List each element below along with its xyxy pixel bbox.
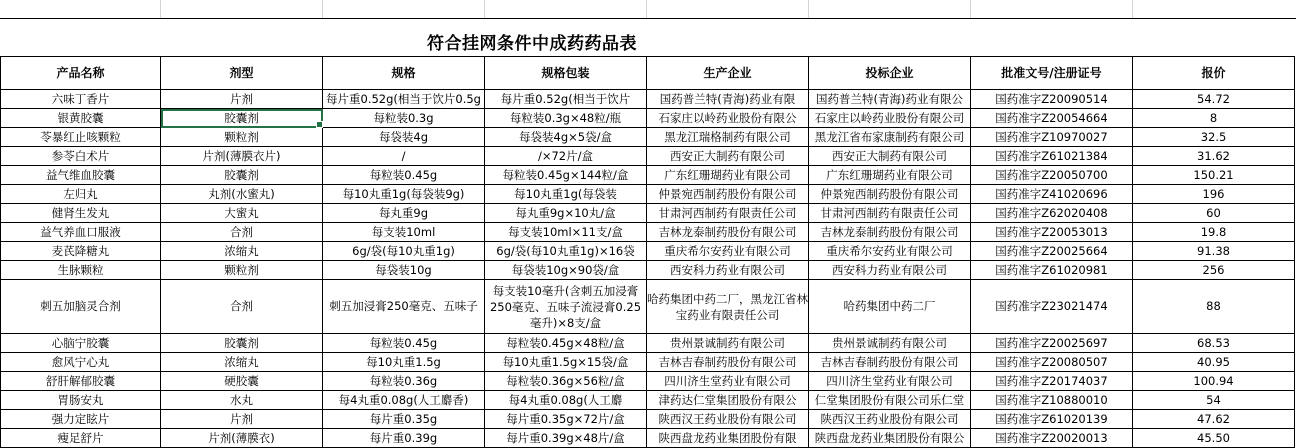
fill-handle[interactable]	[316, 121, 323, 128]
table-row	[1, 334, 1295, 353]
table-row	[1, 242, 1295, 261]
price-cell[interactable]: 19.8	[1133, 223, 1295, 242]
product-name-cell[interactable]: 健肾生发丸	[1, 204, 161, 223]
price-cell[interactable]: 91.38	[1133, 242, 1295, 261]
price-cell[interactable]: 68.53	[1133, 334, 1295, 353]
bidder-cell[interactable]: 石家庄以岭药业股份有限公司	[809, 109, 971, 128]
table-row	[1, 372, 1295, 391]
table-row	[1, 429, 1295, 448]
package-cell[interactable]: 每片重0.52g(相当于饮片	[485, 90, 647, 109]
bidder-cell[interactable]: 四川济生堂药业有限公司	[809, 372, 971, 391]
table-row	[1, 90, 1295, 109]
manufacturer-cell[interactable]: 陕西汉王药业股份有限公司	[647, 410, 809, 429]
approval-number-cell[interactable]: 国药准字Z20053013	[971, 223, 1133, 242]
header-cell[interactable]: 规格	[323, 57, 485, 90]
bidder-cell[interactable]: 重庆希尔安药业有限公司	[809, 242, 971, 261]
package-cell[interactable]: 每粒装0.45g×144粒/盒	[485, 166, 647, 185]
approval-number-cell[interactable]: 国药准字Z20025664	[971, 242, 1133, 261]
package-cell[interactable]: 每4丸重0.08g(人工麝	[485, 391, 647, 410]
manufacturer-cell[interactable]: 陕西盘龙药业集团股份有限	[647, 429, 809, 448]
product-name-cell[interactable]: 舒肝解郁胶囊	[1, 372, 161, 391]
approval-number-cell[interactable]: 国药准字Z62020408	[971, 204, 1133, 223]
bidder-cell[interactable]: 广东红珊瑚药业有限公司	[809, 166, 971, 185]
package-cell[interactable]: /×72片/盒	[485, 147, 647, 166]
price-cell[interactable]: 60	[1133, 204, 1295, 223]
spec-cell[interactable]: 每粒装0.36g	[323, 372, 485, 391]
bidder-cell[interactable]: 黑龙江省布家康制药有限公司	[809, 128, 971, 147]
dosage-form-cell[interactable]: 片剂	[161, 410, 323, 429]
manufacturer-cell[interactable]: 吉林龙泰制药股份有限公司	[647, 223, 809, 242]
product-name-cell[interactable]: 益气维血胶囊	[1, 166, 161, 185]
price-cell[interactable]: 150.21	[1133, 166, 1295, 185]
spec-cell[interactable]: 每粒装0.45g	[323, 334, 485, 353]
manufacturer-cell[interactable]: 石家庄以岭药业股份有限公	[647, 109, 809, 128]
package-cell[interactable]: 每支装10毫升(含刺五加浸膏250毫克、五味子流浸膏0.25毫升)×8支/盒	[485, 280, 647, 334]
price-cell[interactable]: 100.94	[1133, 372, 1295, 391]
bidder-cell[interactable]: 哈药集团中药二厂	[809, 280, 971, 334]
price-cell[interactable]: 256	[1133, 261, 1295, 280]
dosage-form-cell[interactable]: 片剂(薄膜衣)	[161, 429, 323, 448]
dosage-form-cell[interactable]: 大蜜丸	[161, 204, 323, 223]
spec-cell[interactable]: 每片重0.39g	[323, 429, 485, 448]
spec-cell[interactable]: 每片重0.52g(相当于饮片0.5g	[323, 90, 485, 109]
package-cell[interactable]: 每粒装0.3g×48粒/瓶	[485, 109, 647, 128]
header-cell[interactable]: 生产企业	[647, 57, 809, 90]
approval-number-cell[interactable]: 国药准字Z20090514	[971, 90, 1133, 109]
header-cell[interactable]: 批准文号/注册证号	[971, 57, 1133, 90]
product-name-cell[interactable]: 银黄胶囊	[1, 109, 161, 128]
table-row	[1, 280, 1295, 334]
product-name-cell[interactable]: 强力定眩片	[1, 410, 161, 429]
product-name-cell[interactable]: 左归丸	[1, 185, 161, 204]
price-cell[interactable]: 31.62	[1133, 147, 1295, 166]
product-name-cell[interactable]: 参苓白术片	[1, 147, 161, 166]
price-cell[interactable]: 32.5	[1133, 128, 1295, 147]
page-title: 符合挂网条件中成药药品表	[427, 34, 637, 54]
bidder-cell[interactable]: 贵州景诚制药有限公司	[809, 334, 971, 353]
table-row	[1, 128, 1295, 147]
package-cell[interactable]: 每粒装0.36g×56粒/盒	[485, 372, 647, 391]
spec-cell[interactable]: 每袋装4g	[323, 128, 485, 147]
package-cell[interactable]: 每10丸重1g(每袋装	[485, 185, 647, 204]
spec-cell[interactable]: 每粒装0.3g	[323, 109, 485, 128]
dosage-form-cell[interactable]: 合剂	[161, 280, 323, 334]
approval-number-cell[interactable]: 国药准字Z23021474	[971, 280, 1133, 334]
price-cell[interactable]: 54.72	[1133, 90, 1295, 109]
dosage-form-cell[interactable]: 水丸	[161, 391, 323, 410]
package-cell[interactable]: 6g/袋(每10丸重1g)×16袋	[485, 242, 647, 261]
table-row	[1, 204, 1295, 223]
manufacturer-cell[interactable]: 国药普兰特(青海)药业有限	[647, 90, 809, 109]
product-name-cell[interactable]: 苓暴红止咳颗粒	[1, 128, 161, 147]
spec-cell[interactable]: 每4丸重0.08g(人工麝香)	[323, 391, 485, 410]
table-row	[1, 109, 1295, 128]
header-row	[1, 57, 1295, 90]
approval-number-cell[interactable]: 国药准字Z20025697	[971, 334, 1133, 353]
spec-cell[interactable]: 每10丸重1.5g	[323, 353, 485, 372]
product-name-cell[interactable]: 刺五加脑灵合剂	[1, 280, 161, 334]
title-row	[0, 18, 1296, 57]
package-cell[interactable]: 每10丸重1.5g×15袋/盒	[485, 353, 647, 372]
dosage-form-cell[interactable]: 胶囊剂	[161, 109, 323, 128]
table-row	[1, 410, 1295, 429]
manufacturer-cell[interactable]: 吉林吉春制药股份有限公司	[647, 353, 809, 372]
manufacturer-cell[interactable]: 仲景宛西制药股份有限公司	[647, 185, 809, 204]
spec-cell[interactable]: 每10丸重1g(每袋装9g)	[323, 185, 485, 204]
manufacturer-cell[interactable]: 贵州景诚制药有限公司	[647, 334, 809, 353]
price-cell[interactable]: 45.50	[1133, 429, 1295, 448]
package-cell[interactable]: 每片重0.39g×48片/盒	[485, 429, 647, 448]
bidder-cell[interactable]: 西安正大制药有限公司	[809, 147, 971, 166]
drug-table	[0, 56, 1295, 448]
bidder-cell[interactable]: 吉林吉春制药股份有限公司	[809, 353, 971, 372]
table-row	[1, 391, 1295, 410]
price-cell[interactable]: 8	[1133, 109, 1295, 128]
bidder-cell[interactable]: 陕西汉王药业股份有限公司	[809, 410, 971, 429]
manufacturer-cell[interactable]: 重庆希尔安药业有限公司	[647, 242, 809, 261]
approval-number-cell[interactable]: 国药准字Z20080507	[971, 353, 1133, 372]
package-cell[interactable]: 每袋装4g×5袋/盒	[485, 128, 647, 147]
approval-number-cell[interactable]: 国药准字Z20054664	[971, 109, 1133, 128]
spec-cell[interactable]: /	[323, 147, 485, 166]
blank-top-row	[0, 0, 1296, 18]
dosage-form-cell[interactable]: 浓缩丸	[161, 353, 323, 372]
dosage-form-cell[interactable]: 合剂	[161, 223, 323, 242]
header-cell[interactable]: 投标企业	[809, 57, 971, 90]
spec-cell[interactable]: 每丸重9g	[323, 204, 485, 223]
approval-number-cell[interactable]: 国药准字Z20020013	[971, 429, 1133, 448]
approval-number-cell[interactable]: 国药准字Z61020139	[971, 410, 1133, 429]
price-cell[interactable]: 196	[1133, 185, 1295, 204]
bidder-cell[interactable]: 仲景宛西制药股份有限公司	[809, 185, 971, 204]
product-name-cell[interactable]: 胃肠安丸	[1, 391, 161, 410]
header-cell[interactable]: 规格包装	[485, 57, 647, 90]
product-name-cell[interactable]: 生脉颗粒	[1, 261, 161, 280]
product-name-cell[interactable]: 愈风宁心丸	[1, 353, 161, 372]
product-name-cell[interactable]: 六味丁香片	[1, 90, 161, 109]
price-cell[interactable]: 40.95	[1133, 353, 1295, 372]
price-cell[interactable]: 54	[1133, 391, 1295, 410]
manufacturer-cell[interactable]: 四川济生堂药业有限公司	[647, 372, 809, 391]
spec-cell[interactable]: 每片重0.35g	[323, 410, 485, 429]
bidder-cell[interactable]: 陕西盘龙药业集团股份有限公	[809, 429, 971, 448]
table-row	[1, 223, 1295, 242]
bidder-cell[interactable]: 甘肃河西制药有限责任公司	[809, 204, 971, 223]
manufacturer-cell[interactable]: 哈药集团中药二厂，黑龙江省林宝药业有限责任公司	[647, 280, 809, 334]
price-cell[interactable]: 88	[1133, 280, 1295, 334]
dosage-form-cell[interactable]: 丸剂(水蜜丸)	[161, 185, 323, 204]
bidder-cell[interactable]: 西安科力药业有限公司	[809, 261, 971, 280]
table-row	[1, 353, 1295, 372]
product-name-cell[interactable]: 瘦足舒片	[1, 429, 161, 448]
approval-number-cell[interactable]: 国药准字Z10970027	[971, 128, 1133, 147]
header-cell[interactable]: 剂型	[161, 57, 323, 90]
dosage-form-cell[interactable]: 颗粒剂	[161, 128, 323, 147]
table-row	[1, 147, 1295, 166]
bidder-cell[interactable]: 国药普兰特(青海)药业有限公	[809, 90, 971, 109]
dosage-form-cell[interactable]: 胶囊剂	[161, 166, 323, 185]
bidder-cell[interactable]: 仁堂集团股份有限公司乐仁堂	[809, 391, 971, 410]
package-cell[interactable]: 每粒装0.45g×48粒/盒	[485, 334, 647, 353]
manufacturer-cell[interactable]: 西安科力药业有限公司	[647, 261, 809, 280]
manufacturer-cell[interactable]: 津药达仁堂集团股份有限公	[647, 391, 809, 410]
product-name-cell[interactable]: 心脑宁胶囊	[1, 334, 161, 353]
dosage-form-cell[interactable]: 胶囊剂	[161, 334, 323, 353]
dosage-form-cell[interactable]: 片剂	[161, 90, 323, 109]
dosage-form-cell[interactable]: 硬胶囊	[161, 372, 323, 391]
table-row	[1, 261, 1295, 280]
manufacturer-cell[interactable]: 广东红珊瑚药业有限公司	[647, 166, 809, 185]
spec-cell[interactable]: 刺五加浸膏250毫克、五味子	[323, 280, 485, 334]
manufacturer-cell[interactable]: 黑龙江瑞格制药有限公司	[647, 128, 809, 147]
dosage-form-cell[interactable]: 颗粒剂	[161, 261, 323, 280]
product-name-cell[interactable]: 益气养血口服液	[1, 223, 161, 242]
table-row	[1, 185, 1295, 204]
approval-number-cell[interactable]: 国药准字Z61020981	[971, 261, 1133, 280]
dosage-form-cell[interactable]: 浓缩丸	[161, 242, 323, 261]
approval-number-cell[interactable]: 国药准字Z10880010	[971, 391, 1133, 410]
manufacturer-cell[interactable]: 西安正大制药有限公司	[647, 147, 809, 166]
package-cell[interactable]: 每袋装10g×90袋/盒	[485, 261, 647, 280]
spec-cell[interactable]: 6g/袋(每10丸重1g)	[323, 242, 485, 261]
header-cell[interactable]: 报价	[1133, 57, 1295, 90]
approval-number-cell[interactable]: 国药准字Z41020696	[971, 185, 1133, 204]
table-row	[1, 166, 1295, 185]
header-cell[interactable]: 产品名称	[1, 57, 161, 90]
package-cell[interactable]: 每丸重9g×10丸/盒	[485, 204, 647, 223]
product-name-cell[interactable]: 麦芪降糖丸	[1, 242, 161, 261]
package-cell[interactable]: 每支装10ml×11支/盒	[485, 223, 647, 242]
manufacturer-cell[interactable]: 甘肃河西制药有限责任公司	[647, 204, 809, 223]
bidder-cell[interactable]: 吉林龙泰制药股份有限公司	[809, 223, 971, 242]
spec-cell[interactable]: 每粒装0.45g	[323, 166, 485, 185]
approval-number-cell[interactable]: 国药准字Z20050700	[971, 166, 1133, 185]
approval-number-cell[interactable]: 国药准字Z61021384	[971, 147, 1133, 166]
price-cell[interactable]: 47.62	[1133, 410, 1295, 429]
approval-number-cell[interactable]: 国药准字Z20174037	[971, 372, 1133, 391]
package-cell[interactable]: 每片重0.35g×72片/盒	[485, 410, 647, 429]
spec-cell[interactable]: 每袋装10g	[323, 261, 485, 280]
dosage-form-cell[interactable]: 片剂(薄膜衣片)	[161, 147, 323, 166]
spec-cell[interactable]: 每支装10ml	[323, 223, 485, 242]
